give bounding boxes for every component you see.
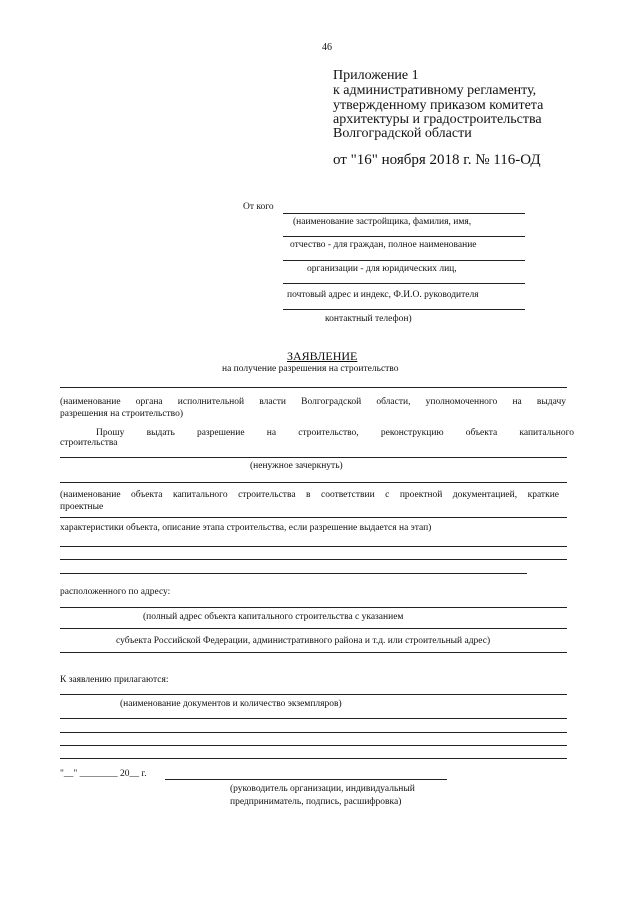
appendix-line-4: архитектуры и градостроительства [333,112,542,127]
docs-line-4 [60,745,567,746]
located-label: расположенного по адресу: [60,587,171,597]
object-hint-line-3: характеристики объекта, описание этапа строительства, если разрешение выдается на этап) [60,523,432,533]
object-line [60,482,567,483]
organ-line [60,387,567,388]
address-hint-line-2: субъекта Российской Федерации, административного района и т.д. или строительный адрес) [116,636,491,646]
appendix-date-line: от "16" ноября 2018 г. № 116-ОД [333,152,541,168]
from-line-2 [283,236,525,237]
attach-label: К заявлению прилагаются: [60,675,169,685]
from-line-4 [283,283,525,284]
request-line-1: Прошу выдать разрешение на строительство, реконструкцию объекта капитального [96,428,574,438]
statement-title: ЗАЯВЛЕНИЕ [287,349,358,363]
appendix-line-1: Приложение 1 [333,68,419,83]
docs-line-3 [60,732,567,733]
address-line-1 [60,607,567,608]
appendix-line-5: Волгоградской области [333,126,472,141]
from-hint-5: контактный телефон) [325,314,412,324]
docs-hint: (наименование документов и количество экземпляров) [120,699,342,709]
from-label: От кого [243,202,274,212]
signature-hint-line-1: (руководитель организации, индивидуальный [230,784,415,794]
object-hint-line-2: проектные [60,502,104,512]
request-line-2: строительства [60,438,118,448]
from-line-1 [283,213,525,214]
statement-subtitle: на получение разрешения на строительство [222,364,399,374]
object-fill-line-3 [60,559,567,560]
address-line-3 [60,652,567,653]
from-hint-4: почтовый адрес и индекс, Ф.И.О. руководителя [287,290,479,300]
from-hint-1: (наименование застройщика, фамилия, имя, [293,217,472,227]
strike-hint: (ненужное зачеркнуть) [250,461,343,471]
signature-date: "__" ________ 20__ г. [60,769,147,779]
from-hint-3: организации - для юридических лиц, [307,264,457,274]
object-fill-line-4 [60,573,527,574]
from-line-5 [283,309,525,310]
object-hint-line-1: (наименование объекта капитального строительства в соответствии с проектной документацией, краткие [60,490,559,500]
signature-line [165,779,447,780]
from-line-3 [283,260,525,261]
address-line-2 [60,628,567,629]
signature-hint-line-2: предприниматель, подпись, расшифровка) [230,797,402,807]
address-hint-line-1: (полный адрес объекта капитального строительства с указанием [143,612,404,622]
from-hint-2: отчество - для граждан, полное наименование [290,240,477,250]
docs-line-1 [60,694,567,695]
appendix-line-2: к административному регламенту, [333,83,537,98]
docs-line-5 [60,758,567,759]
organ-hint-line-1: (наименование органа исполнительной власти Волгоградской области, уполномоченного на выдачу [60,397,566,407]
appendix-line-3: утвержденному приказом комитета [333,98,544,113]
page-number: 46 [322,42,332,53]
object-fill-line-1 [60,517,567,518]
docs-line-2 [60,718,567,719]
organ-hint-line-2: разрешения на строительство) [60,409,184,419]
request-fill-line [60,457,567,458]
object-fill-line-2 [60,546,567,547]
